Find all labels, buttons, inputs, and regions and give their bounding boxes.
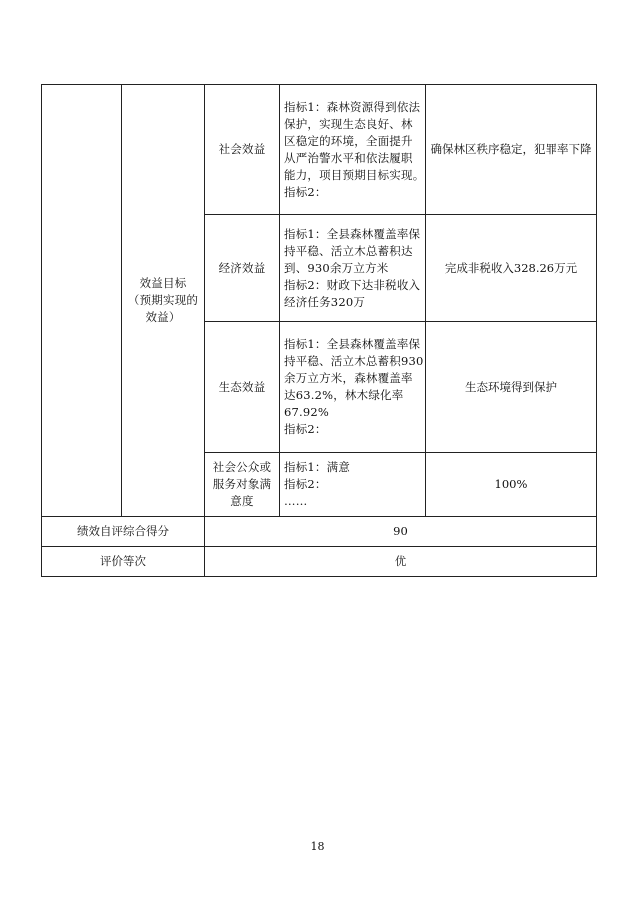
category-label-line: 效益）	[145, 310, 181, 324]
performance-table	[41, 84, 597, 577]
indicator-line: 指标1：森林资源得到依法	[284, 99, 421, 114]
sub-category-label: 生态效益	[218, 379, 266, 394]
indicator-line: 经济任务320万	[284, 294, 366, 309]
indicator-line: 区稳定的环境，全面提升	[284, 133, 413, 148]
sub-category-cell	[205, 453, 280, 517]
grade-label: 评价等次	[100, 554, 146, 568]
indicator-line: 到、930余万立方米	[284, 260, 389, 275]
actual-value-cell	[426, 85, 597, 215]
actual-value: 确保林区秩序稳定，犯罪率下降	[430, 142, 592, 156]
sub-category-cell	[205, 215, 280, 322]
actual-value: 100%	[494, 477, 528, 491]
actual-value-cell	[426, 322, 597, 453]
score-value-cell	[205, 517, 597, 547]
indicator-cell	[280, 85, 426, 215]
indicator-line: 指标2：	[284, 184, 327, 199]
actual-value-cell	[426, 453, 597, 517]
sub-category-label: 经济效益	[218, 260, 266, 275]
table-row	[42, 85, 597, 215]
indicator-line: 指标1：全县森林覆盖率保	[284, 337, 421, 351]
actual-value: 完成非税收入328.26万元	[444, 260, 578, 275]
blank-first-column-cell	[42, 85, 122, 517]
indicator-line: 余万立方米，森林覆盖率	[284, 371, 413, 385]
sub-category-cell	[205, 85, 280, 215]
grade-row	[42, 547, 597, 577]
indicator-line: 能力，项目预期目标实现。	[284, 167, 425, 182]
indicator-cell	[280, 322, 426, 453]
grade-label-cell	[42, 547, 205, 577]
sub-category-label: 意度	[230, 494, 254, 508]
indicator-cell	[280, 215, 426, 322]
grade-value-cell	[205, 547, 597, 577]
indicator-line: 指标2：	[284, 422, 327, 436]
category-label-line: 效益目标	[139, 276, 187, 290]
sub-category-label: 社会公众或	[212, 460, 272, 474]
score-label-cell	[42, 517, 205, 547]
indicator-line: 达63.2%，林木绿化率	[284, 388, 404, 402]
actual-value: 生态环境得到保护	[465, 379, 557, 394]
indicator-line: 指标1：满意	[284, 460, 351, 474]
sub-category-label: 社会效益	[218, 142, 266, 156]
grade-value: 优	[394, 554, 407, 568]
indicator-line: 指标1：全县森林覆盖率保	[284, 226, 421, 241]
score-value: 90	[393, 524, 408, 538]
page-number: 18	[310, 840, 325, 853]
indicator-line: 保护，实现生态良好、林	[284, 116, 413, 131]
indicator-line: 67.92%	[284, 405, 330, 419]
indicator-line: 持平稳、活立木总蓄积930	[284, 354, 424, 368]
indicator-line: 指标2：	[284, 477, 327, 491]
indicator-cell	[280, 453, 426, 517]
category-label-line: （预期实现的	[127, 293, 199, 307]
indicator-line: 从严治警水平和依法履职	[284, 150, 413, 165]
indicator-line: 持平稳、活立木总蓄积达	[284, 243, 413, 258]
benefit-target-cell	[122, 85, 205, 517]
score-row	[42, 517, 597, 547]
indicator-line: 指标2：财政下达非税收入	[284, 277, 421, 292]
indicator-line: ……	[284, 494, 308, 508]
sub-category-cell	[205, 322, 280, 453]
sub-category-label: 服务对象满	[212, 477, 272, 491]
actual-value-cell	[426, 215, 597, 322]
score-label: 绩效自评综合得分	[77, 524, 169, 538]
